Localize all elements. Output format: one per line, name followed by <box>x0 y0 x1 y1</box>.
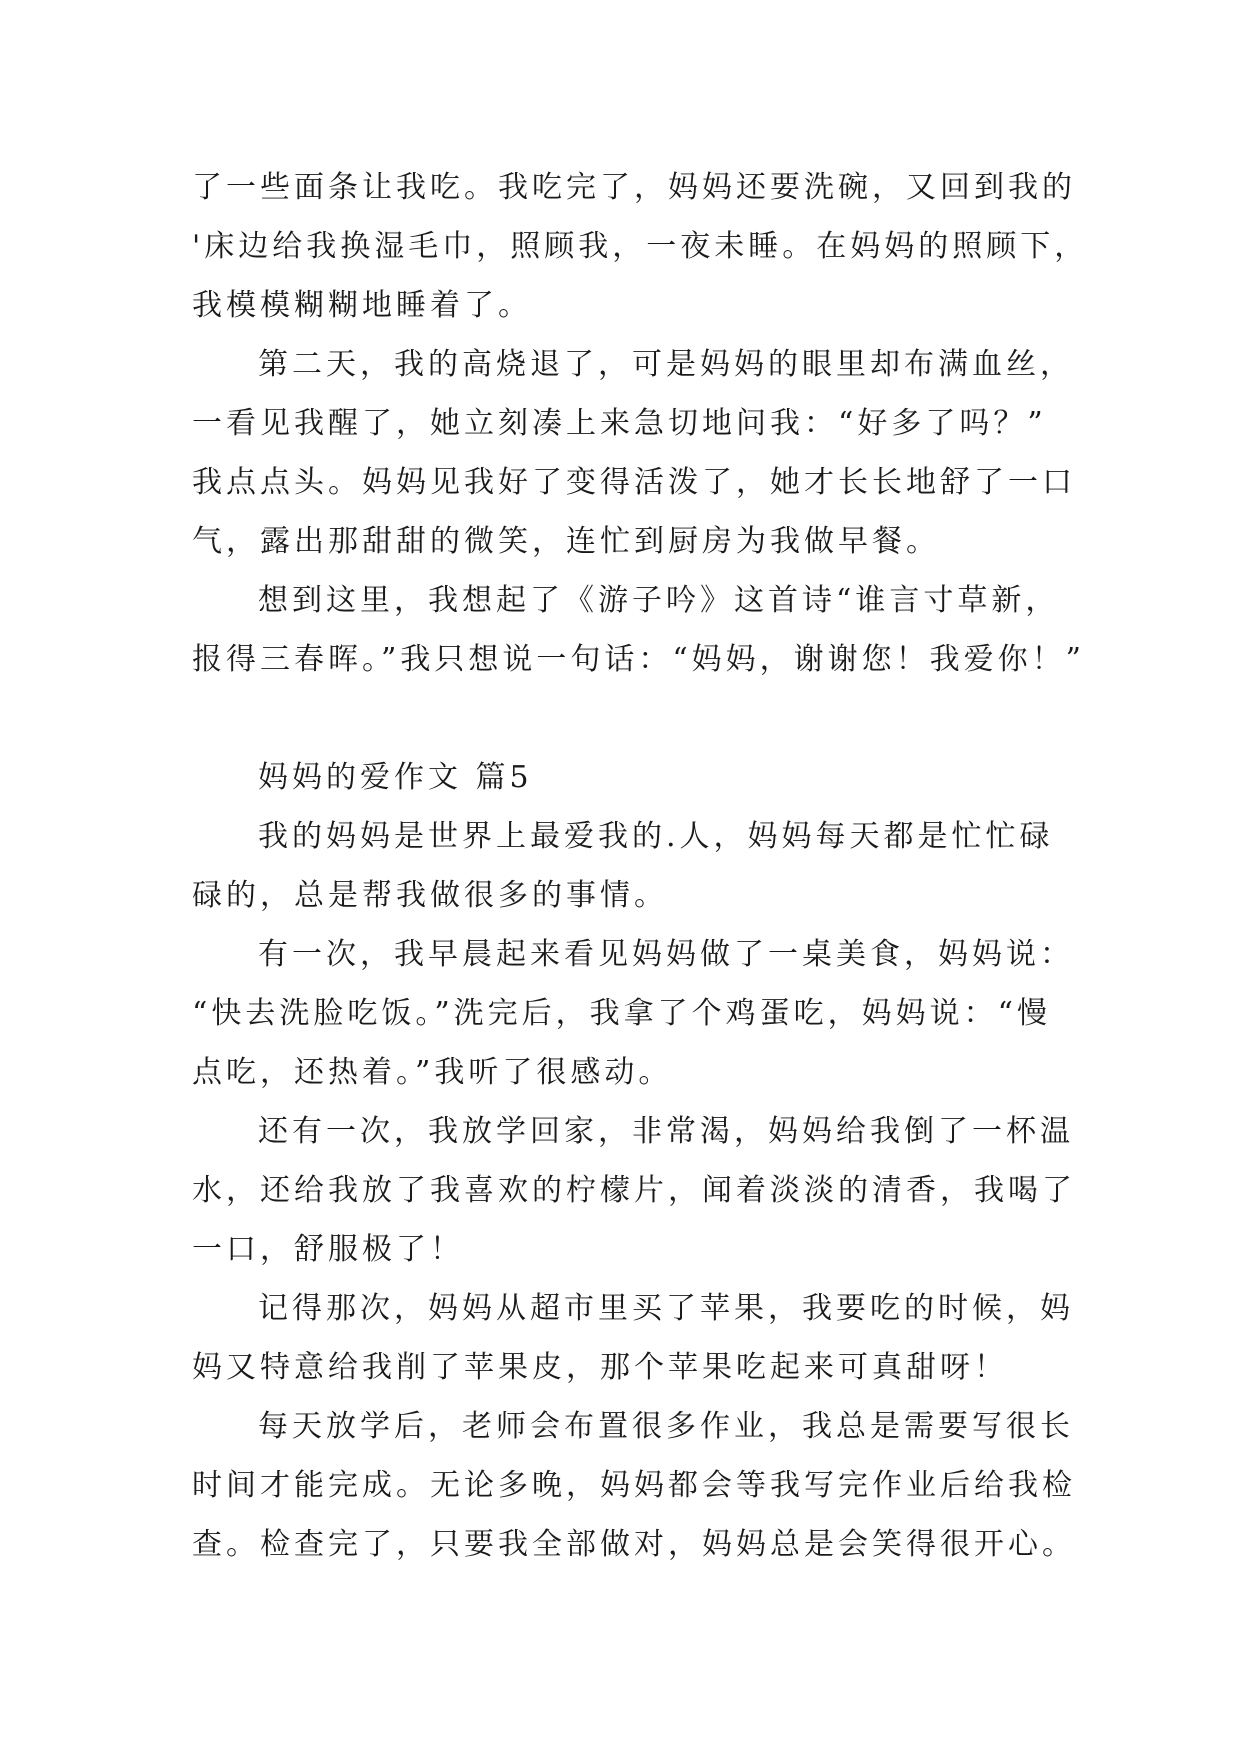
text-line: 水，还给我放了我喜欢的柠檬片，闻着淡淡的清香，我喝了 <box>192 1173 1076 1208</box>
paragraph-start-line: 想到这里，我想起了《游子吟》这首诗“谁言寸草新， <box>258 583 1060 618</box>
paragraph-start-line: 记得那次，妈妈从超市里买了苹果，我要吃的时候，妈 <box>258 1291 1074 1326</box>
text-line: 我模模糊糊地睡着了。 <box>192 288 532 323</box>
text-line: 报得三春晖。”我只想说一句话：“妈妈，谢谢您！我爱你！” <box>192 642 1086 677</box>
section-heading: 妈妈的爱作文 篇5 <box>258 760 533 795</box>
text-line: 妈又特意给我削了苹果皮，那个苹果吃起来可真甜呀！ <box>192 1350 1008 1385</box>
essay-body <box>192 158 1092 1574</box>
text-line: 我点点头。妈妈见我好了变得活泼了，她才长长地舒了一口 <box>192 465 1076 500</box>
text-line: 一看见我醒了，她立刻凑上来急切地问我：“好多了吗？” <box>192 406 1047 441</box>
text-line: 查。检查完了，只要我全部做对，妈妈总是会笑得很开心。 <box>192 1527 1076 1562</box>
paragraph-start-line: 我的妈妈是世界上最爱我的.人，妈妈每天都是忙忙碌 <box>258 819 1054 854</box>
text-line: 点吃，还热着。”我听了很感动。 <box>192 1055 673 1090</box>
paragraph-start-line: 每天放学后，老师会布置很多作业，我总是需要写很长 <box>258 1409 1074 1444</box>
text-line: “快去洗脸吃饭。”洗完后，我拿了个鸡蛋吃，妈妈说：“慢 <box>192 996 1052 1031</box>
text-line: 气，露出那甜甜的微笑，连忙到厨房为我做早餐。 <box>192 524 940 559</box>
text-line: 碌的，总是帮我做很多的事情。 <box>192 878 668 913</box>
paragraph-start-line: 有一次，我早晨起来看见妈妈做了一桌美食，妈妈说： <box>258 937 1074 972</box>
text-line: 时间才能完成。无论多晚，妈妈都会等我写完作业后给我检 <box>192 1468 1076 1503</box>
paragraph-start-line: 还有一次，我放学回家，非常渴，妈妈给我倒了一杯温 <box>258 1114 1074 1149</box>
text-line: '床边给我换湿毛巾，照顾我，一夜未睡。在妈妈的照顾下， <box>192 229 1089 264</box>
paragraph-start-line: 第二天，我的高烧退了，可是妈妈的眼里却布满血丝， <box>258 347 1074 382</box>
section-gap <box>192 689 1092 748</box>
text-line: 了一些面条让我吃。我吃完了，妈妈还要洗碗，又回到我的 <box>192 170 1076 205</box>
text-line: 一口，舒服极了！ <box>192 1232 464 1267</box>
